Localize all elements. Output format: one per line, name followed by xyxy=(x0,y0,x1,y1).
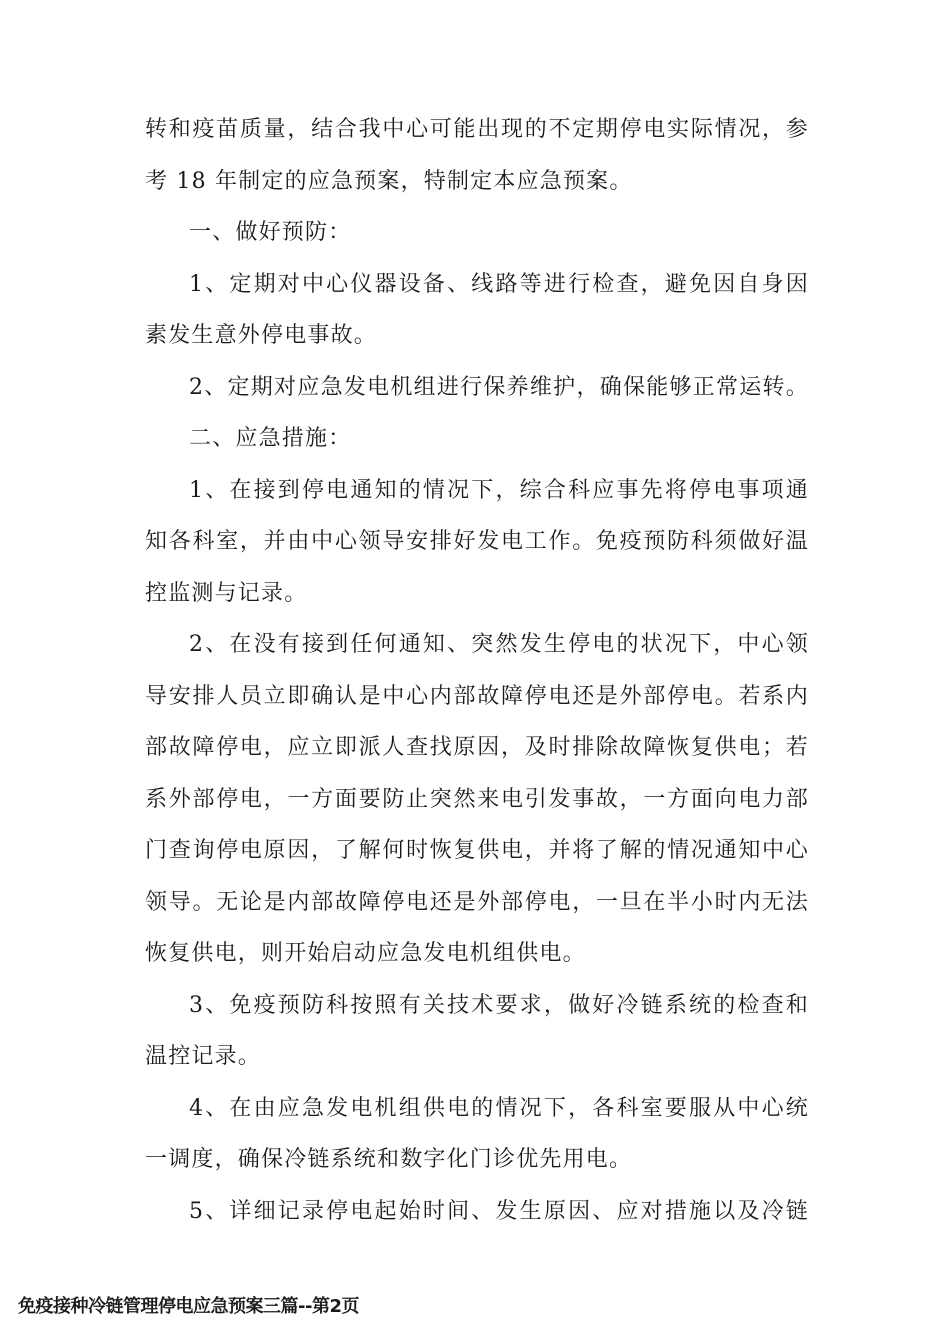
body-line: 部故障停电，应立即派人查找原因，及时排除故障恢复供电；若 xyxy=(145,735,809,760)
body-line: 考 18 年制定的应急预案，特制定本应急预案。 xyxy=(145,168,633,194)
document-body xyxy=(145,104,809,1237)
body-line: 1、定期对中心仪器设备、线路等进行检查，避免因自身因 xyxy=(189,271,809,297)
body-line: 知各科室，并由中心领导安排好发电工作。免疫预防科须做好温 xyxy=(145,529,809,554)
body-line: 4、在由应急发电机组供电的情况下，各科室要服从中心统 xyxy=(189,1095,809,1121)
body-line: 转和疫苗质量，结合我中心可能出现的不定期停电实际情况，参 xyxy=(145,117,809,142)
body-line: 2、在没有接到任何通知、突然发生停电的状况下，中心领 xyxy=(189,632,809,657)
section-heading-prevention: 一、做好预防： xyxy=(189,220,352,245)
body-line: 1、在接到停电通知的情况下，综合科应事先将停电事项通 xyxy=(189,477,809,503)
body-line: 门查询停电原因，了解何时恢复供电，并将了解的情况通知中心 xyxy=(145,838,809,863)
body-line: 一调度，确保冷链系统和数字化门诊优先用电。 xyxy=(145,1147,633,1172)
body-line: 3、免疫预防科按照有关技术要求，做好冷链系统的检查和 xyxy=(189,992,809,1018)
section-heading-emergency-measures: 二、应急措施： xyxy=(189,426,352,451)
body-line: 领导。无论是内部故障停电还是外部停电，一旦在半小时内无法 xyxy=(145,889,809,915)
body-line: 5、详细记录停电起始时间、发生原因、应对措施以及冷链 xyxy=(189,1198,809,1224)
body-line: 控监测与记录。 xyxy=(145,580,308,606)
body-line: 系外部停电，一方面要防止突然来电引发事故，一方面向电力部 xyxy=(145,786,809,812)
body-line: 恢复供电，则开始启动应急发电机组供电。 xyxy=(145,941,586,966)
page-footer: 免疫接种冷链管理停电应急预案三篇--第2页 xyxy=(18,1296,359,1317)
body-line: 素发生意外停电事故。 xyxy=(145,323,378,348)
body-line: 导安排人员立即确认是中心内部故障停电还是外部停电。若系内 xyxy=(145,683,809,709)
body-line: 2、定期对应急发电机组进行保养维护，确保能够正常运转。 xyxy=(189,374,809,400)
body-line: 温控记录。 xyxy=(145,1044,262,1069)
